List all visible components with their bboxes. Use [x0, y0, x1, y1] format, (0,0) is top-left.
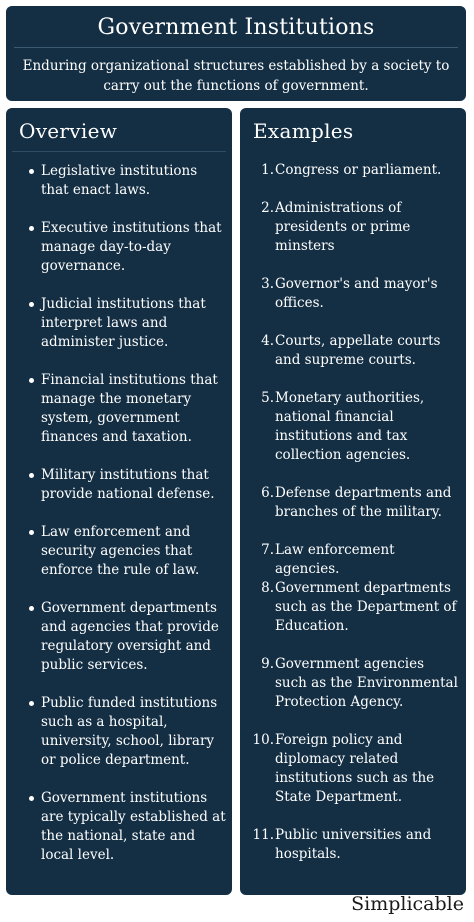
example-number: 3.: [261, 276, 274, 292]
example-text: Defense departments and branches of the military.: [275, 485, 452, 520]
overview-item: Judicial institutions that interpret laws and administer justice.: [41, 295, 226, 352]
example-text: Administrations of presidents or prime minsters: [275, 200, 411, 254]
example-text: Courts, appellate courts and supreme courts.: [275, 333, 441, 368]
examples-heading: Examples: [253, 119, 354, 143]
example-number: 9.: [261, 656, 274, 672]
example-text: Government agencies such as the Environmental Protection Agency.: [275, 656, 458, 710]
overview-item: Executive institutions that manage day-to-day governance.: [41, 219, 226, 276]
overview-item: Law enforcement and security agencies that enforce the rule of law.: [41, 523, 226, 580]
page-title: Government Institutions: [97, 15, 375, 40]
header-banner: [6, 6, 466, 101]
example-text: Congress or parliament.: [275, 162, 442, 178]
example-number: 1.: [261, 162, 274, 178]
example-number: 2.: [261, 200, 274, 216]
example-text: Public universities and hospitals.: [275, 827, 432, 862]
overview-item: Public funded institutions such as a hospital, university, school, library or police department.: [41, 694, 226, 770]
overview-item: Financial institutions that manage the monetary system, government finances and taxation.: [41, 371, 226, 447]
header-divider: [14, 47, 458, 48]
example-text: Foreign policy and diplomacy related institutions such as the State Department.: [275, 732, 435, 805]
example-number: 7.: [261, 542, 274, 558]
overview-item: Government departments and agencies that provide regulatory oversight and public services.: [41, 599, 226, 675]
overview-item: Legislative institutions that enact laws.: [41, 162, 226, 200]
example-number: 4.: [261, 333, 274, 349]
brand-logo: Simplicable: [351, 893, 464, 915]
overview-panel: [6, 108, 232, 895]
example-number: 10.: [252, 732, 274, 748]
overview-heading: Overview: [19, 119, 118, 143]
example-text: Governor's and mayor's offices.: [275, 276, 438, 311]
example-text: Law enforcement agencies.: [275, 542, 395, 577]
example-number: 6.: [261, 485, 274, 501]
overview-item: Government institutions are typically established at the national, state and local level.: [41, 790, 226, 863]
example-number: 8.: [261, 580, 274, 596]
examples-panel: [240, 108, 466, 895]
overview-item: Military institutions that provide national defense.: [41, 466, 226, 504]
overview-divider: [12, 151, 226, 152]
example-number: 5.: [261, 390, 274, 406]
example-number: 11.: [252, 827, 274, 843]
example-text: Monetary authorities, national financial institutions and tax collection agencies.: [275, 390, 425, 463]
page-subtitle: Enduring organizational structures established by a society to carry out the functions of government.: [22, 58, 450, 94]
example-text: Government departments such as the Department of Education.: [275, 580, 457, 634]
